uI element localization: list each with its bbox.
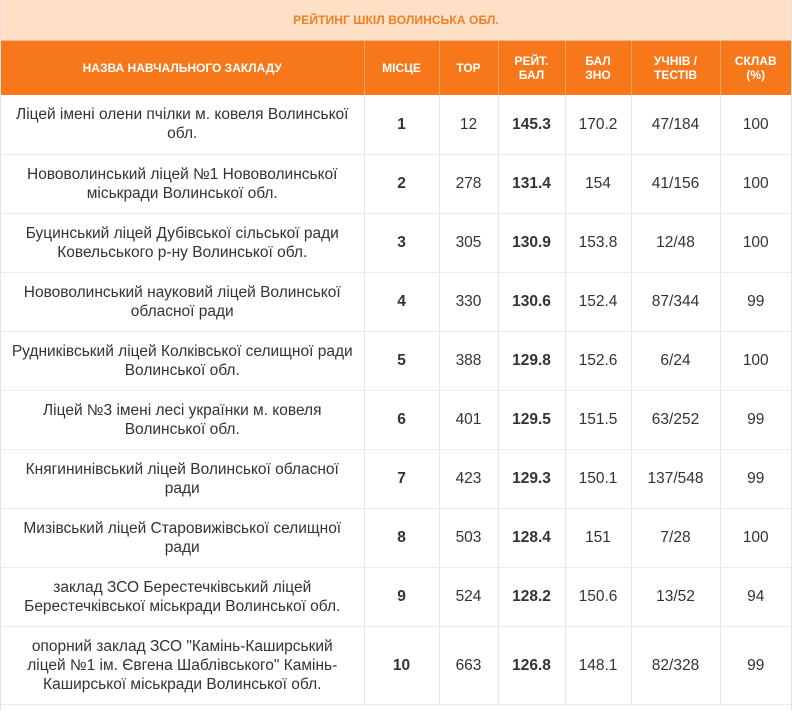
column-header-zno: [565, 41, 631, 95]
table-body: [1, 95, 791, 704]
table-row: [1, 626, 791, 704]
passed-cell: 100: [720, 508, 791, 567]
table-row: [1, 390, 791, 449]
place-cell: 8: [364, 508, 439, 567]
rating-cell: 129.8: [498, 331, 565, 390]
rating-cell: 131.4: [498, 154, 565, 213]
column-header-place-label: МІСЦЕ: [382, 61, 421, 75]
place-cell: 5: [364, 331, 439, 390]
zno-cell: 152.6: [565, 331, 631, 390]
rating-cell: 130.6: [498, 272, 565, 331]
table-row: [1, 331, 791, 390]
column-header-rating: [498, 41, 565, 95]
passed-cell: 94: [720, 567, 791, 626]
table-title: РЕЙТИНГ ШКІЛ ВОЛИНСЬКА ОБЛ.: [1, 0, 791, 41]
zno-cell: 150.6: [565, 567, 631, 626]
rating-cell: 129.5: [498, 390, 565, 449]
passed-cell: 99: [720, 626, 791, 704]
school-name: опорний заклад ЗСО "Камінь-Каширський ліцей №1 ім. Євгена Шаблівського" Камінь-Каширської міськради Волинської обл.: [1, 626, 364, 704]
place-cell: 2: [364, 154, 439, 213]
place-cell: 9: [364, 567, 439, 626]
top-cell: 401: [439, 390, 498, 449]
students-cell: 41/156: [631, 154, 720, 213]
zno-cell: 154: [565, 154, 631, 213]
students-cell: 12/48: [631, 213, 720, 272]
school-name: заклад ЗСО Берестечківський ліцей Берестечківської міськради Волинської обл.: [1, 567, 364, 626]
passed-cell: 99: [720, 449, 791, 508]
students-cell: 13/52: [631, 567, 720, 626]
place-cell: 10: [364, 626, 439, 704]
place-cell: 1: [364, 95, 439, 154]
rating-cell: 128.4: [498, 508, 565, 567]
column-header-name-label: НАЗВА НАВЧАЛЬНОГО ЗАКЛАДУ: [82, 61, 282, 75]
column-header-zno-line1: БАЛ: [585, 54, 611, 68]
column-header-passed-line2: (%): [746, 68, 766, 82]
passed-cell: 100: [720, 154, 791, 213]
passed-cell: 99: [720, 272, 791, 331]
school-name: Буцинський ліцей Дубівської сільської ради Ковельського р-ну Волинської обл.: [1, 213, 364, 272]
school-name: Рудниківський ліцей Колківської селищної ради Волинської обл.: [1, 331, 364, 390]
passed-cell: 100: [720, 331, 791, 390]
rating-cell: 128.2: [498, 567, 565, 626]
top-cell: 663: [439, 626, 498, 704]
column-header-passed: [720, 41, 791, 95]
column-header-students-line2: ТЕСТІВ: [653, 68, 698, 82]
table-row: [1, 272, 791, 331]
place-cell: 3: [364, 213, 439, 272]
place-cell: 6: [364, 390, 439, 449]
students-cell: 87/344: [631, 272, 720, 331]
table-row: [1, 449, 791, 508]
column-header-students: [631, 41, 720, 95]
school-name: Нововолинський ліцей №1 Нововолинської міськради Волинської обл.: [1, 154, 364, 213]
top-cell: 524: [439, 567, 498, 626]
column-header-top-label: ТОР: [456, 61, 481, 75]
school-name: Ліцей №3 імені лесі українки м. ковеля Волинської обл.: [1, 390, 364, 449]
rating-cell: 129.3: [498, 449, 565, 508]
column-header-name: [1, 41, 364, 95]
top-cell: 423: [439, 449, 498, 508]
place-cell: 4: [364, 272, 439, 331]
zno-cell: 148.1: [565, 626, 631, 704]
top-cell: 278: [439, 154, 498, 213]
zno-cell: 152.4: [565, 272, 631, 331]
students-cell: 137/548: [631, 449, 720, 508]
zno-cell: 150.1: [565, 449, 631, 508]
table-row: [1, 154, 791, 213]
top-cell: 305: [439, 213, 498, 272]
students-cell: 7/28: [631, 508, 720, 567]
table-row: [1, 508, 791, 567]
column-header-rating-line2: БАЛ: [518, 68, 545, 82]
column-header-passed-line1: СКЛАВ: [734, 54, 777, 68]
zno-cell: 151.5: [565, 390, 631, 449]
table-row: [1, 213, 791, 272]
passed-cell: 100: [720, 213, 791, 272]
column-header-place: [364, 41, 439, 95]
zno-cell: 170.2: [565, 95, 631, 154]
top-cell: 12: [439, 95, 498, 154]
zno-cell: 153.8: [565, 213, 631, 272]
column-header-students-line1: УЧНІВ /: [653, 54, 698, 68]
passed-cell: 100: [720, 95, 791, 154]
top-cell: 388: [439, 331, 498, 390]
students-cell: 63/252: [631, 390, 720, 449]
table-row: [1, 567, 791, 626]
school-name: Мизівський ліцей Старовижівської селищної ради: [1, 508, 364, 567]
place-cell: 7: [364, 449, 439, 508]
table-row: [1, 95, 791, 154]
school-name: Нововолинський науковий ліцей Волинської обласної ради: [1, 272, 364, 331]
column-header-top: [439, 41, 498, 95]
top-cell: 330: [439, 272, 498, 331]
top-cell: 503: [439, 508, 498, 567]
school-name: Ліцей імені олени пчілки м. ковеля Волинської обл.: [1, 95, 364, 154]
rating-cell: 130.9: [498, 213, 565, 272]
column-header-rating-line1: РЕЙТ.: [514, 54, 549, 68]
students-cell: 6/24: [631, 331, 720, 390]
rating-table: [1, 41, 791, 705]
rating-cell: 145.3: [498, 95, 565, 154]
table-header: [1, 41, 791, 95]
passed-cell: 99: [720, 390, 791, 449]
students-cell: 47/184: [631, 95, 720, 154]
column-header-zno-line2: ЗНО: [585, 68, 611, 82]
students-cell: 82/328: [631, 626, 720, 704]
rating-cell: 126.8: [498, 626, 565, 704]
zno-cell: 151: [565, 508, 631, 567]
school-name: Княгининівський ліцей Волинської обласної ради: [1, 449, 364, 508]
